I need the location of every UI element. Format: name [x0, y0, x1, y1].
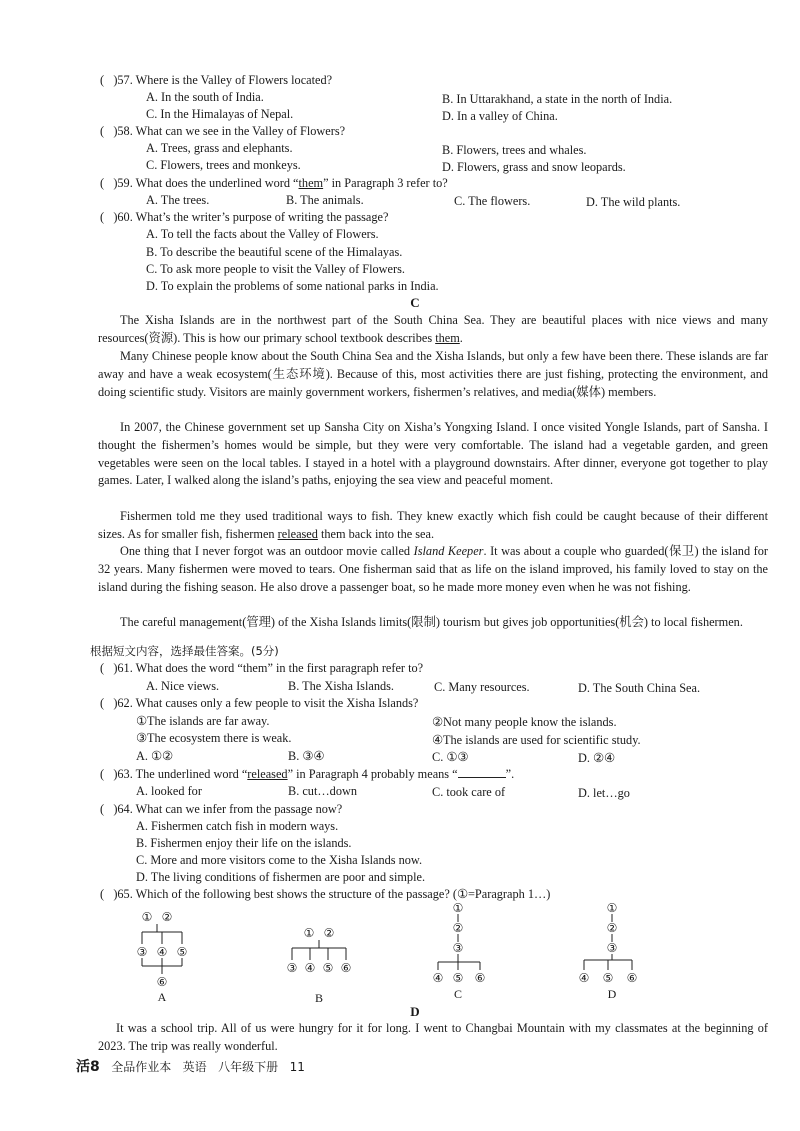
structure-diagram-c: [428, 900, 494, 1006]
passage-c-paragraph-2: Many Chinese people know about the South China Sea and the Xisha Islands, but only a few have been there. These islands are far away and have a weak ecosystem(生态环境). Because of this, most activities there are just fishing, protecting the environment, and doing scientific study. Visitors are mainly government workers, fishermen’s relatives, and media(媒体) members.: [98, 349, 768, 399]
q61-option-c: C. Many resources.: [434, 680, 530, 694]
node-5: ⑤: [452, 971, 464, 985]
q61-option-a: A. Nice views.: [146, 679, 220, 693]
node-6: ⑥: [626, 971, 638, 985]
question-62-stem: ( )62. What causes only a few people to visit the Xisha Islands?: [100, 696, 419, 710]
diagram-label-a: A: [157, 990, 167, 1002]
page-number: 11: [289, 1060, 305, 1074]
node-2: ②: [161, 910, 173, 924]
question-59-stem: ( )59. What does the underlined word “them” in Paragraph 3 refer to?: [100, 176, 448, 190]
q62-statement-3: ③The ecosystem there is weak.: [136, 731, 292, 745]
passage-c-paragraph-3: In 2007, the Chinese government set up Sansha City on Xisha’s Yongxing Island. I once visited Yongle Islands, part of Sansha. I thought the fishermen’s homes would be simple, but they were very comfortable. The island had a vegetable garden, and green vegetables were seen on the local tables. I stayed in a hotel with a playground downstairs. After dinner, everyone got together to play games. Later, I walked along the island’s paths, enjoying the sea view and peaceful moment.: [98, 420, 768, 488]
node-3: ③: [286, 961, 298, 975]
node-4: ④: [156, 945, 168, 959]
q57-option-c: C. In the Himalayas of Nepal.: [146, 107, 294, 121]
node-3: ③: [452, 941, 464, 955]
node-1: ①: [606, 901, 618, 915]
question-64-stem: ( )64. What can we infer from the passage now?: [100, 802, 343, 816]
exam-page: [62, 58, 768, 1098]
question-57-stem: ( )57. Where is the Valley of Flowers located?: [100, 73, 333, 87]
passage-d-paragraph-1: It was a school trip. All of us were hungry for it for long. I went to Changbai Mountain with my classmates at the beginning of 2023. The trip was really wonderful.: [98, 1021, 768, 1053]
node-2: ②: [452, 921, 464, 935]
question-60-stem: ( )60. What’s the writer’s purpose of writing the passage?: [100, 210, 389, 224]
q59-option-d: D. The wild plants.: [586, 195, 681, 209]
section-instruction: 根据短文内容，选择最佳答案。(5分): [90, 644, 279, 658]
q62-statement-2: ②Not many people know the islands.: [432, 715, 617, 729]
q62-statement-4: ④The islands are used for scientific study.: [432, 733, 641, 747]
q64-option-c: C. More and more visitors come to the Xisha Islands now.: [136, 853, 423, 867]
q62-option-c: C. ①③: [432, 750, 469, 764]
q62-option-b: B. ③④: [288, 749, 325, 763]
passage-c-paragraph-6: The careful management(管理) of the Xisha Islands limits(限制) tourism but gives job opportunities(机会) to local fishermen.: [120, 615, 743, 629]
node-6: ⑥: [340, 961, 352, 975]
node-1: ①: [303, 926, 315, 940]
q62-option-d: D. ②④: [578, 751, 616, 765]
q63-option-d: D. let…go: [578, 786, 630, 800]
structure-diagram-a: [130, 910, 200, 1002]
node-6: ⑥: [156, 975, 168, 989]
q64-option-d: D. The living conditions of fishermen are poor and simple.: [136, 870, 426, 884]
q57-option-b: B. In Uttarakhand, a state in the north of India.: [442, 92, 673, 106]
node-3: ③: [136, 945, 148, 959]
q64-option-b: B. Fishermen enjoy their life on the islands.: [136, 836, 352, 850]
node-1: ①: [141, 910, 153, 924]
question-58-stem: ( )58. What can we see in the Valley of Flowers?: [100, 124, 346, 138]
question-63-stem: ( )63. The underlined word “released” in Paragraph 4 probably means “ ”.: [100, 767, 515, 781]
node-5: ⑤: [602, 971, 614, 985]
q57-option-d: D. In a valley of China.: [442, 109, 558, 123]
node-5: ⑤: [322, 961, 334, 975]
q58-option-d: D. Flowers, grass and snow leopards.: [442, 160, 626, 174]
node-6: ⑥: [474, 971, 486, 985]
q60-option-b: B. To describe the beautiful scene of the Himalayas.: [146, 245, 403, 259]
node-2: ②: [323, 926, 335, 940]
q63-option-b: B. cut…down: [288, 784, 357, 798]
q57-option-a: A. In the south of India.: [146, 90, 264, 104]
section-c-heading: C: [410, 295, 420, 310]
q59-option-b: B. The animals.: [286, 193, 364, 207]
q61-option-d: D. The South China Sea.: [578, 681, 701, 695]
q58-option-a: A. Trees, grass and elephants.: [146, 141, 293, 155]
q58-option-c: C. Flowers, trees and monkeys.: [146, 158, 301, 172]
question-61-stem: ( )61. What does the word “them” in the first paragraph refer to?: [100, 661, 424, 675]
q60-option-c: C. To ask more people to visit the Valley of Flowers.: [146, 262, 405, 276]
node-2: ②: [606, 921, 618, 935]
node-3: ③: [606, 941, 618, 955]
q59-option-a: A. The trees.: [146, 193, 210, 207]
footer-book-title: 全品作业本: [111, 1060, 172, 1074]
footer-badge: 活8: [76, 1059, 100, 1075]
q60-option-d: D. To explain the problems of some national parks in India.: [146, 279, 439, 293]
node-5: ⑤: [176, 945, 188, 959]
structure-diagram-d: [574, 900, 650, 1006]
q62-option-a: A. ①②: [136, 749, 174, 763]
diagram-label-b: B: [314, 991, 324, 1004]
diagram-label-d: D: [607, 987, 617, 1001]
page-footer: [76, 1056, 305, 1076]
q63-option-c: C. took care of: [432, 785, 506, 799]
q64-option-a: A. Fishermen catch fish in modern ways.: [136, 819, 339, 833]
passage-c-paragraph-4: Fishermen told me they used traditional ways to fish. They knew exactly which fish could be caught because of their different sizes. As for smaller fish, fishermen released them back into the sea.: [98, 509, 768, 541]
node-1: ①: [452, 901, 464, 915]
answer-blank: [458, 766, 506, 778]
passage-c-paragraph-5: One thing that I never forgot was an outdoor movie called Island Keeper. It was about a couple who guarded(保卫) the island for 32 years. Many fishermen were moved to tears. One fisherman said that as life on the island improved, his family loved to stay on the island during the fishing season. He also drove a passenger boat, so he made more money even when he was not fishing.: [98, 544, 768, 594]
node-4: ④: [578, 971, 590, 985]
q62-statement-1: ①The islands are far away.: [136, 714, 270, 728]
q61-option-b: B. The Xisha Islands.: [288, 679, 394, 693]
footer-grade: 八年级下册: [218, 1060, 279, 1074]
section-d-heading: D: [410, 1004, 420, 1019]
q59-option-c: C. The flowers.: [454, 194, 531, 208]
question-65-stem: ( )65. Which of the following best shows the structure of the passage? (①=Paragraph 1…): [100, 887, 551, 901]
node-4: ④: [304, 961, 316, 975]
passage-c-paragraph-1: The Xisha Islands are in the northwest part of the South China Sea. They are beautiful places with nice views and many resources(资源). This is how our primary school textbook describes them.: [98, 313, 768, 345]
q58-option-b: B. Flowers, trees and whales.: [442, 143, 587, 157]
structure-diagram-b: [284, 926, 360, 1004]
q60-option-a: A. To tell the facts about the Valley of Flowers.: [146, 227, 379, 241]
node-4: ④: [432, 971, 444, 985]
footer-subject: 英语: [182, 1060, 207, 1074]
q63-option-a: A. looked for: [136, 784, 202, 798]
diagram-label-c: C: [453, 987, 463, 1001]
